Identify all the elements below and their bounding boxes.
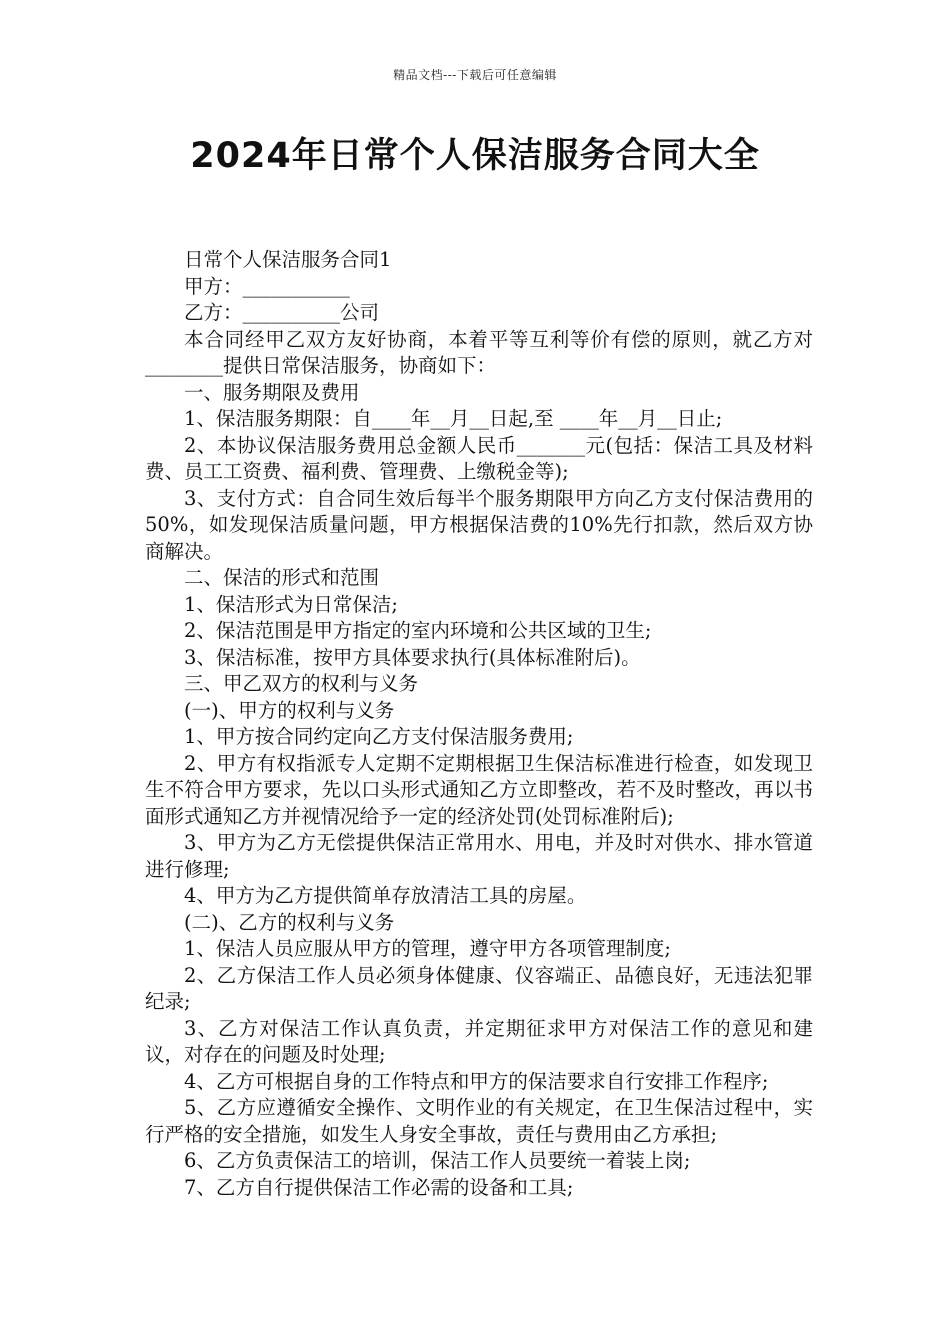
party-b-line: 乙方：__________公司 (184, 301, 380, 324)
contract-subtitle: 日常个人保洁服务合同1 (184, 248, 392, 271)
clause-paragraph: 1、保洁服务期限：自____年__月__日起,至 ____年__月__日止; (184, 407, 723, 430)
clause-paragraph: 2、甲方有权指派专人定期不定期根据卫生保洁标准进行检查，如发现卫生不符合甲方要求，先以口头形式通知乙方立即整改，若不及时整改，再以书面形式通知乙方并视情况给予一定的经济处罚(处罚标准附后); (145, 751, 813, 828)
clause-paragraph: 1、甲方按合同约定向乙方支付保洁服务费用; (184, 725, 574, 748)
subsection-heading: (一)、甲方的权利与义务 (184, 698, 395, 722)
clause-paragraph: 5、乙方应遵循安全操作、文明作业的有关规定，在卫生保洁过程中，实行严格的安全措施，如发生人身安全事故，责任与费用由乙方承担; (145, 1096, 813, 1146)
clause-paragraph: 2、保洁范围是甲方指定的室内环境和公共区域的卫生; (184, 619, 652, 642)
clause-paragraph: 6、乙方负责保洁工的培训，保洁工作人员要统一着装上岗; (184, 1149, 691, 1172)
preamble-paragraph: 本合同经甲乙双方友好协商，本着平等互利等价有偿的原则，就乙方对________提供日常保洁服务，协商如下： (145, 327, 813, 377)
document-title: 2024年日常个人保洁服务合同大全 (190, 136, 760, 176)
section-heading: 三、甲乙双方的权利与义务 (184, 672, 419, 695)
section-heading: 一、服务期限及费用 (184, 380, 360, 404)
clause-paragraph: 1、保洁形式为日常保洁; (184, 592, 398, 616)
clause-paragraph: 2、本协议保洁服务费用总金额人民币_______元(包括：保洁工具及材料费、员工工资费、福利费、管理费、上缴税金等); (145, 433, 813, 483)
clause-paragraph: 1、保洁人员应服从甲方的管理，遵守甲方各项管理制度; (184, 937, 671, 960)
clause-paragraph: 4、乙方可根据自身的工作特点和甲方的保洁要求自行安排工作程序; (184, 1069, 769, 1093)
section-heading: 二、保洁的形式和范围 (184, 566, 380, 589)
contract-body (145, 247, 813, 1201)
header-note: 精品文档---下载后可任意编辑 (393, 68, 557, 82)
party-a-line: 甲方：___________ (184, 274, 350, 298)
clause-paragraph: 3、乙方对保洁工作认真负责，并定期征求甲方对保洁工作的意见和建议，对存在的问题及时处理; (145, 1016, 813, 1066)
clause-paragraph: 2、乙方保洁工作人员必须身体健康、仪容端正、品德良好，无违法犯罪纪录; (145, 963, 813, 1013)
clause-paragraph: 3、甲方为乙方无偿提供保洁正常用水、用电，并及时对供水、排水管道进行修理; (145, 831, 813, 881)
clause-paragraph: 3、保洁标准，按甲方具体要求执行(具体标准附后)。 (184, 645, 641, 669)
clause-paragraph: 4、甲方为乙方提供简单存放清洁工具的房屋。 (184, 884, 587, 907)
subsection-heading: (二)、乙方的权利与义务 (184, 910, 395, 934)
clause-paragraph: 7、乙方自行提供保洁工作必需的设备和工具; (184, 1175, 574, 1199)
clause-paragraph: 3、支付方式：自合同生效后每半个服务期限甲方向乙方支付保洁费用的50%，如发现保洁质量问题，甲方根据保洁费的10%先行扣款，然后双方协商解决。 (145, 486, 813, 563)
